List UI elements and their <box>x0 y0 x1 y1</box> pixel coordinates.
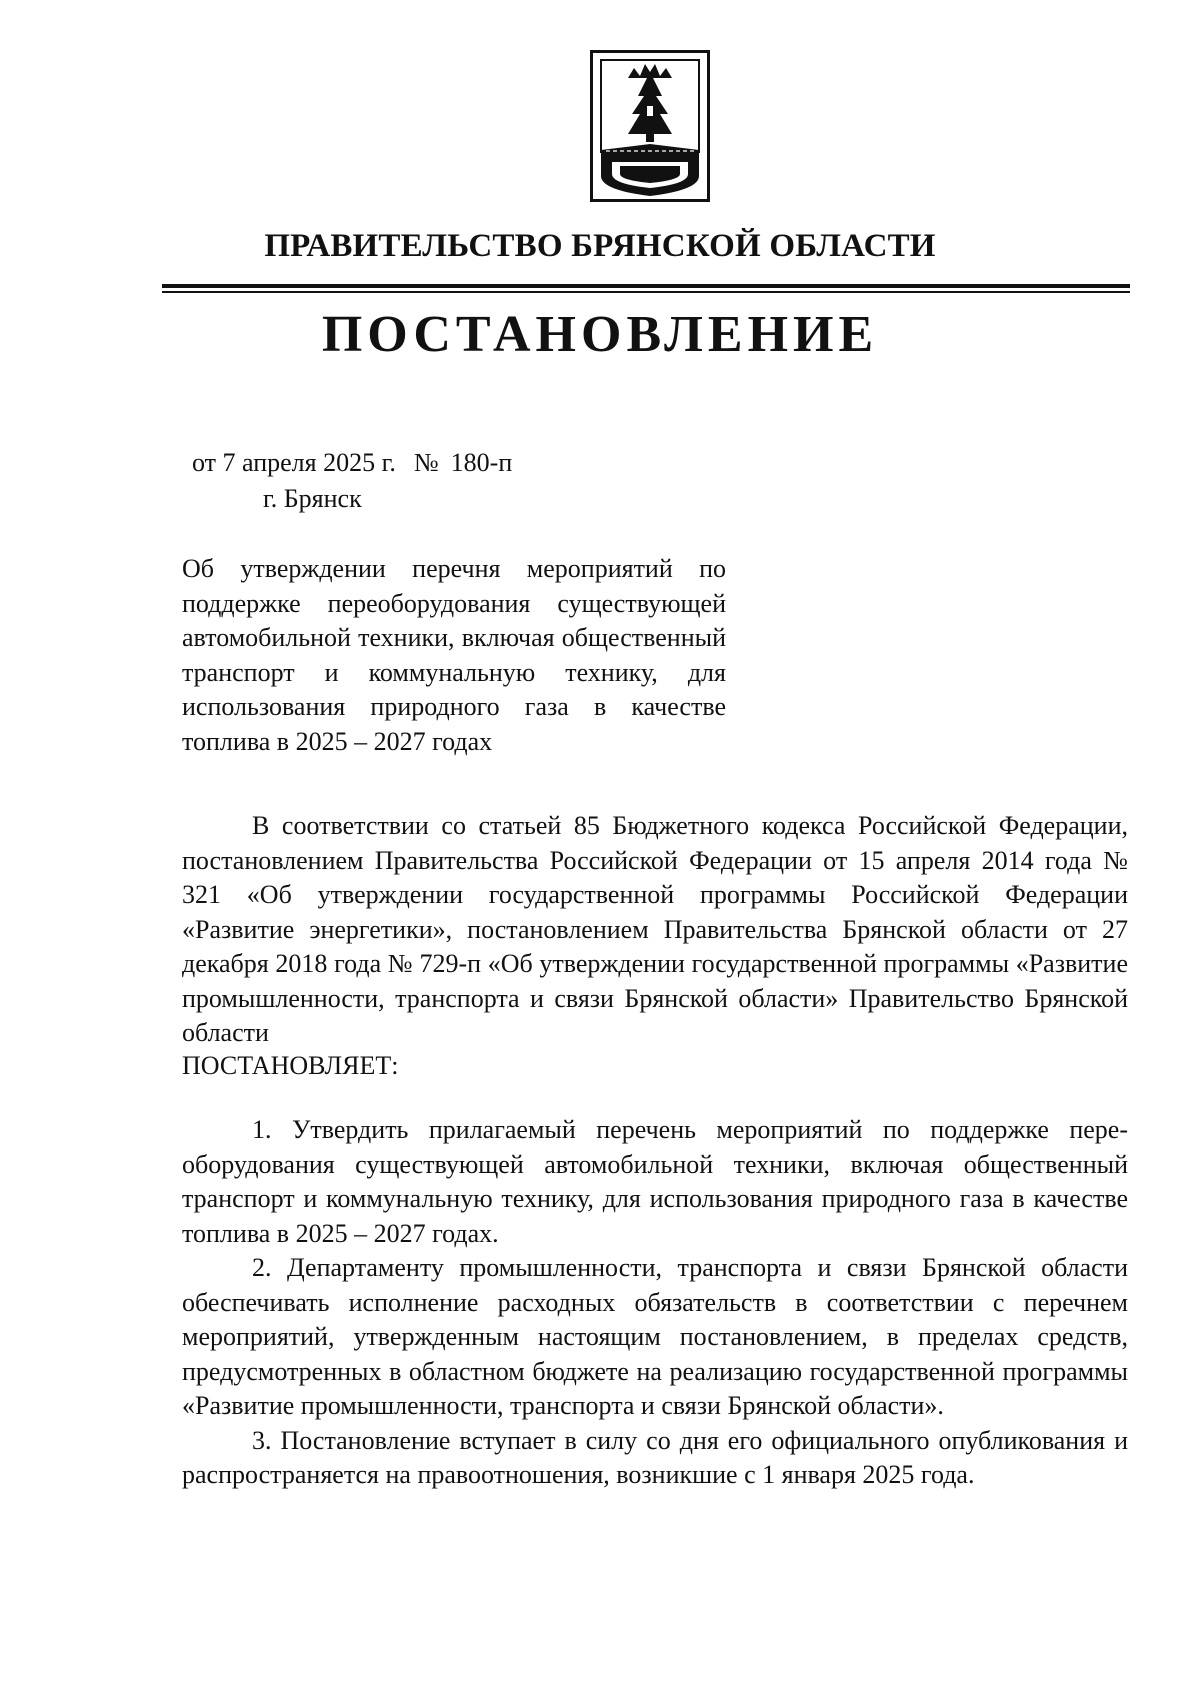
header-divider-thin <box>162 291 1130 293</box>
preamble-text: В соответствии со статьей 85 Бюджетного кодекса Российской Федерации, постановлением Правительства Российской Федерации от 15 апреля 2014 года № 321 «Об утверждении государственной программы Российской Федерации «Развитие энергетики», постановлением Правительства Брянской области от 27 декабря 2018 года № 729-п «Об утверждении государственной программы «Развитие промышленности, транспорта и связи Брянской области» Правительство Брянской области <box>182 811 1128 1047</box>
number-label: № <box>413 448 439 477</box>
document-number: 180-п <box>450 448 513 477</box>
document-subject: Об утверждении перечня мероприятий по поддержке переоборудования существующей автомобильной техники, включая общественный транспорт и коммунальную технику, для использования природного газа в качестве топлива в 2025 – 2027 годах <box>182 554 726 756</box>
bryansk-coat-of-arms-icon <box>590 50 710 202</box>
resolves-heading: ПОСТАНОВЛЯЕТ: <box>182 1051 399 1080</box>
preamble-paragraph <box>182 809 1128 1051</box>
resolution-item: 3. Постановление вступает в силу со дня его официального опубликования и распространяется на правоотношения, возникшие с 1 января 2025 года. <box>182 1425 1128 1489</box>
resolution-items <box>182 1113 1128 1493</box>
resolution-item: 2. Департаменту промышленности, транспорта и связи Брянской области обеспечивать исполнение расходных обязательств в соответствии с перечнем мероприятий, утвержденным настоящим постановлением, в пределах средств, предусмотренных в областном бюджете на реализацию государственной программы «Развитие промышленности, транспорта и связи Брянской области». <box>182 1253 1128 1420</box>
document-city: г. Брянск <box>263 484 362 513</box>
organization-title: ПРАВИТЕЛЬСТВО БРЯНСКОЙ ОБЛАСТИ <box>264 228 936 264</box>
header-divider-thick <box>162 284 1130 288</box>
document-type-title: ПОСТАНОВЛЕНИЕ <box>321 306 879 363</box>
date-number-line <box>192 448 512 478</box>
resolution-item: 1. Утвердить прилагаемый перечень мероприятий по поддержке переоборудования существующей автомобильной техники, включая общественный транспорт и коммунальную технику, для использования природного газа в качестве топлива в 2025 – 2027 годах. <box>182 1115 1128 1248</box>
document-date: от 7 апреля 2025 г. <box>192 448 396 477</box>
